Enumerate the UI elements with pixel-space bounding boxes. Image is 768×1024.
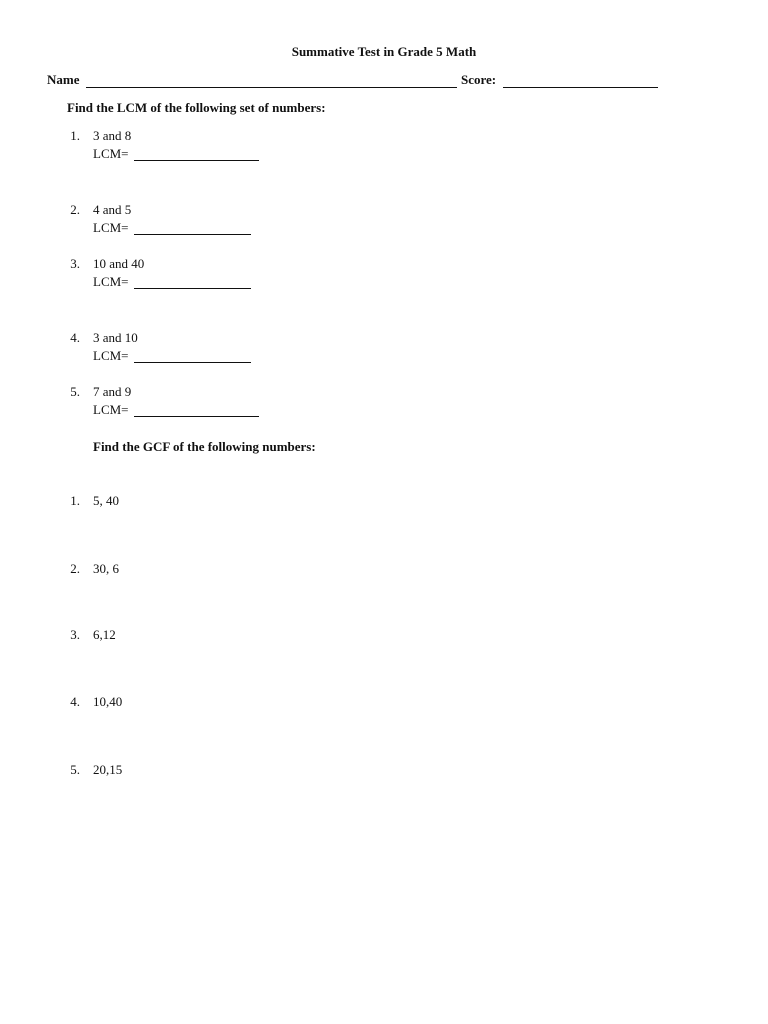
lcm-item-number: 4. xyxy=(70,330,80,345)
lcm-answer-line[interactable] xyxy=(134,362,251,363)
lcm-instruction: Find the LCM of the following set of numbers: xyxy=(67,100,326,115)
score-label: Score: xyxy=(461,72,497,87)
lcm-item-text: 4 and 5 xyxy=(93,202,132,217)
gcf-item-number: 1. xyxy=(70,493,80,508)
gcf-item-number: 3. xyxy=(70,627,80,642)
name-field-line[interactable] xyxy=(86,87,457,88)
gcf-item-text: 30, 6 xyxy=(93,561,119,576)
gcf-item-number: 4. xyxy=(70,694,80,709)
lcm-item-text: 3 and 10 xyxy=(93,330,138,345)
gcf-item-number: 2. xyxy=(70,561,80,576)
lcm-answer-label: LCM= xyxy=(93,402,129,417)
lcm-answer-label: LCM= xyxy=(93,146,129,161)
lcm-answer-line[interactable] xyxy=(134,288,251,289)
gcf-item-text: 10,40 xyxy=(93,694,123,709)
gcf-item-text: 5, 40 xyxy=(93,493,119,508)
name-label: Name xyxy=(47,72,80,87)
gcf-item-number: 5. xyxy=(70,762,80,777)
lcm-answer-line[interactable] xyxy=(134,416,259,417)
page-title: Summative Test in Grade 5 Math xyxy=(291,44,477,59)
lcm-answer-line[interactable] xyxy=(134,160,259,161)
lcm-answer-label: LCM= xyxy=(93,348,129,363)
lcm-answer-label: LCM= xyxy=(93,220,129,235)
score-field-line[interactable] xyxy=(503,87,658,88)
lcm-answer-label: LCM= xyxy=(93,274,129,289)
lcm-item-text: 10 and 40 xyxy=(93,256,145,271)
lcm-item-number: 5. xyxy=(70,384,80,399)
lcm-item-number: 2. xyxy=(70,202,80,217)
lcm-item-number: 3. xyxy=(70,256,80,271)
lcm-item-text: 7 and 9 xyxy=(93,384,132,399)
gcf-item-text: 6,12 xyxy=(93,627,116,642)
lcm-item-number: 1. xyxy=(70,128,80,143)
lcm-item-text: 3 and 8 xyxy=(93,128,132,143)
gcf-item-text: 20,15 xyxy=(93,762,123,777)
lcm-answer-line[interactable] xyxy=(134,234,251,235)
gcf-instruction: Find the GCF of the following numbers: xyxy=(93,439,316,454)
